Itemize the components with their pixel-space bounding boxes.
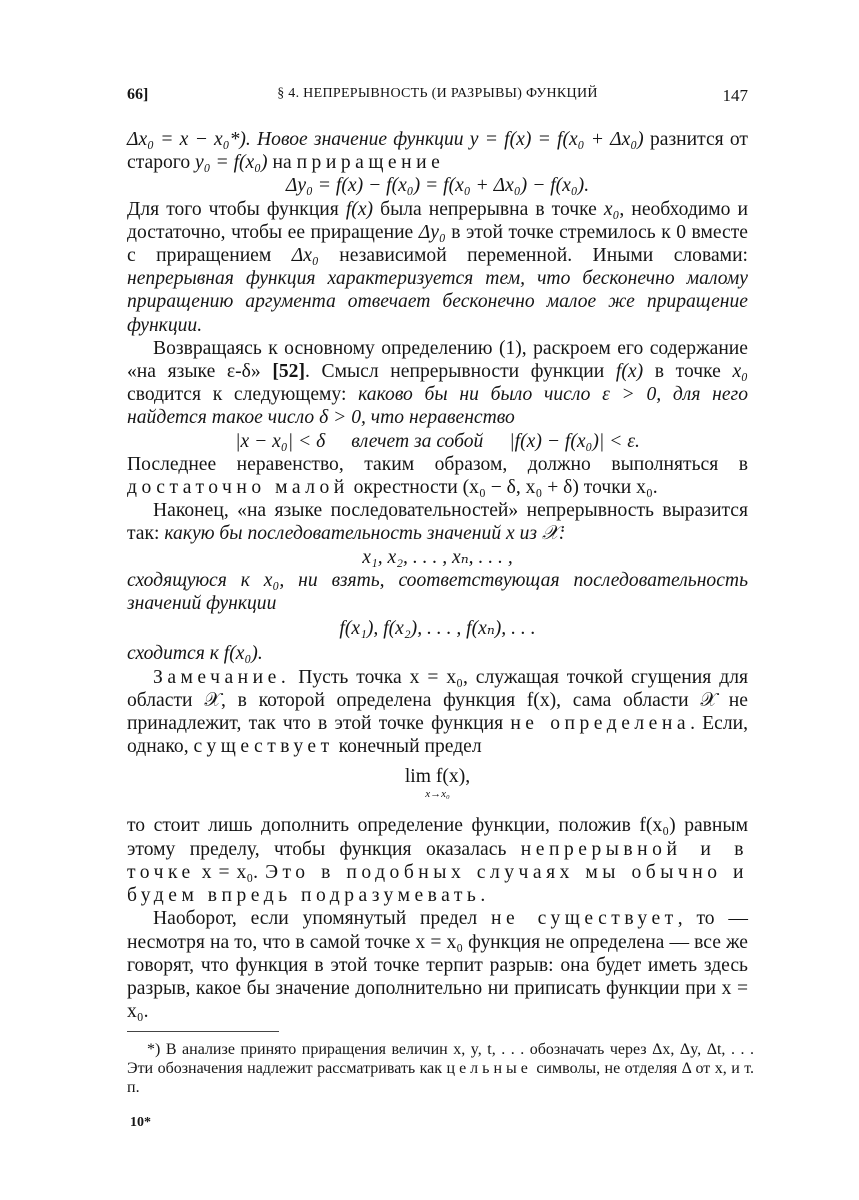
p10-a: Наоборот, если упомянутый предел [153, 908, 492, 930]
p3-b: . Смысл непрерывности функции [304, 361, 616, 383]
p1-a: Δx₀ = x − x₀*). Новое значение функции [127, 129, 470, 150]
p1-c: разнится от старого [127, 129, 748, 174]
paragraph-sequence-f: сходящуюся к x₀, ни взять, соответствующая последовательность значений функции [127, 569, 748, 615]
p2-x0: x₀ [603, 198, 620, 220]
p5-italic: какую бы последовательность значений x из 𝒳: [164, 523, 566, 545]
paragraph-epsilon-delta [127, 337, 748, 430]
footnote-b: символы, не отделяя Δ от x, и т. п. [127, 1060, 755, 1096]
p2-d: в этой точке стремилось к 0 вместе с приращением [127, 221, 748, 267]
p8-b: . Если, однако, [127, 713, 749, 758]
reference-52: [52] [272, 361, 305, 383]
formula-limit [127, 766, 748, 800]
remark-label: Замечание. [153, 666, 291, 688]
limit-expression: lim f(x), [404, 766, 471, 788]
p3-fx: f(x) [615, 361, 644, 383]
p2-dy0: Δy₀ [418, 221, 446, 243]
p2-fx: f(x) [345, 198, 374, 220]
paragraph-converges: сходится к f(x₀). [127, 643, 263, 665]
formula-sequence-f: f(x₁), f(x₂), . . . , f(xₙ), . . . [339, 618, 536, 640]
p3-x0: x₀ [732, 361, 748, 383]
p10-spaced: не существует [491, 908, 678, 930]
p2-e: независимой переменной. Иными словами: [318, 245, 748, 267]
footnote-divider [127, 1031, 279, 1032]
paragraph-extend [127, 814, 748, 907]
p9-spaced: непрерывной и в точке [127, 838, 748, 883]
main-text [127, 128, 748, 1023]
p4-b: окрестности (x₀ − δ, x₀ + δ) точки x₀. [348, 477, 658, 499]
p5-a: Наконец, «на языке последовательностей» непрерывность выразится так: [127, 500, 748, 545]
footnote-a: *) В анализе принято приращения величин x, y, t, . . . обозначать через Δx, Δy, Δt, . . . Эти обозначения надлежит рассматривать как [127, 1041, 754, 1077]
footnote-spaced: цельные [446, 1060, 532, 1077]
ineq-right: |f(x) − f(x₀)| < ε. [509, 430, 640, 452]
paragraph-continuity [127, 198, 748, 337]
signature-mark: 10* [130, 1115, 151, 1130]
p4-a: Последнее неравенство, таким образом, должно выполняться в [127, 453, 748, 475]
p1-d: y₀ = f(x₀) [195, 152, 268, 174]
p3-d: сводится к следующему: [127, 384, 359, 406]
formula-inequality [127, 430, 748, 453]
formula-sequence-x: x₁, x₂, . . . , xₙ, . . . , [362, 546, 513, 568]
p10-b: , то — несмотря на то, что в самой точке x = x₀ функция не определена — все же говорят, что функция в этой точке терпит разрыв: она будет иметь здесь разрыв, какое бы значение дополнительно ни приписать функции при x = x₀. [127, 908, 749, 1023]
p2-b: была непрерывна в точке [373, 198, 604, 220]
section-marker: 66] [127, 86, 149, 103]
paragraph-neighbourhood [127, 453, 748, 499]
p3-italic: каково бы ни было число ε > 0, для него найдется такое число δ > 0, что неравенство [127, 384, 748, 429]
running-header [127, 86, 748, 112]
paragraph-discontinuity [127, 907, 748, 1023]
p9-a: то стоит лишь дополнить определение функции, положив f(x₀) равным этому пределу, чтобы функция оказалась [127, 815, 748, 860]
p9-b: x = x₀. [194, 861, 266, 883]
page-number: 147 [722, 86, 748, 105]
footnote [127, 1040, 754, 1097]
p8-a: Пусть точка x = x₀, служащая точкой сгущения для области 𝒳, в которой определена функция f(x), сама области 𝒳 не принадлежит, так что в этой точке функция [127, 666, 748, 735]
p1-spaced: приращение [296, 152, 445, 174]
p4-spaced: достаточно малой [127, 477, 349, 499]
p2-c: , необходимо и достаточно, чтобы ее приращение [127, 198, 748, 243]
p8-spaced3: существует [193, 736, 334, 758]
paragraph-increment [127, 128, 748, 174]
p8-spaced2: не определена [510, 713, 691, 735]
p3-c: в точке [643, 361, 733, 383]
p2-italic: непрерывная функция характеризуется тем, что бесконечно малому приращению аргумента отвечает бесконечно малое же приращение функции. [127, 268, 748, 336]
paragraph-sequences [127, 499, 748, 545]
p1-b: y = f(x) = f(x₀ + Δx₀) [469, 129, 644, 150]
paragraph-remark [127, 666, 748, 759]
limit-subscript: x→x₀ [425, 788, 450, 801]
p3-a: Возвращаясь к основному определению (1), раскроем его содержание «на языке ε-δ» [127, 337, 748, 383]
p2-dx0: Δx₀ [291, 245, 319, 267]
formula-increment: Δy₀ = f(x) − f(x₀) = f(x₀ + Δx₀) − f(x₀). [285, 175, 590, 197]
chapter-title: § 4. НЕПРЕРЫВНОСТЬ (И РАЗРЫВЫ) ФУНКЦИЙ [277, 86, 598, 101]
p1-e: на [267, 152, 297, 174]
ineq-mid: влечет за собой [351, 430, 484, 452]
p2-a: Для того чтобы функция [127, 198, 346, 220]
p8-c: конечный предел [333, 736, 482, 758]
p9-spaced2: Это в подобных случаях мы обычно и будем впредь подразумевать. [127, 861, 748, 907]
ineq-left: |x − x₀| < δ [235, 430, 326, 452]
